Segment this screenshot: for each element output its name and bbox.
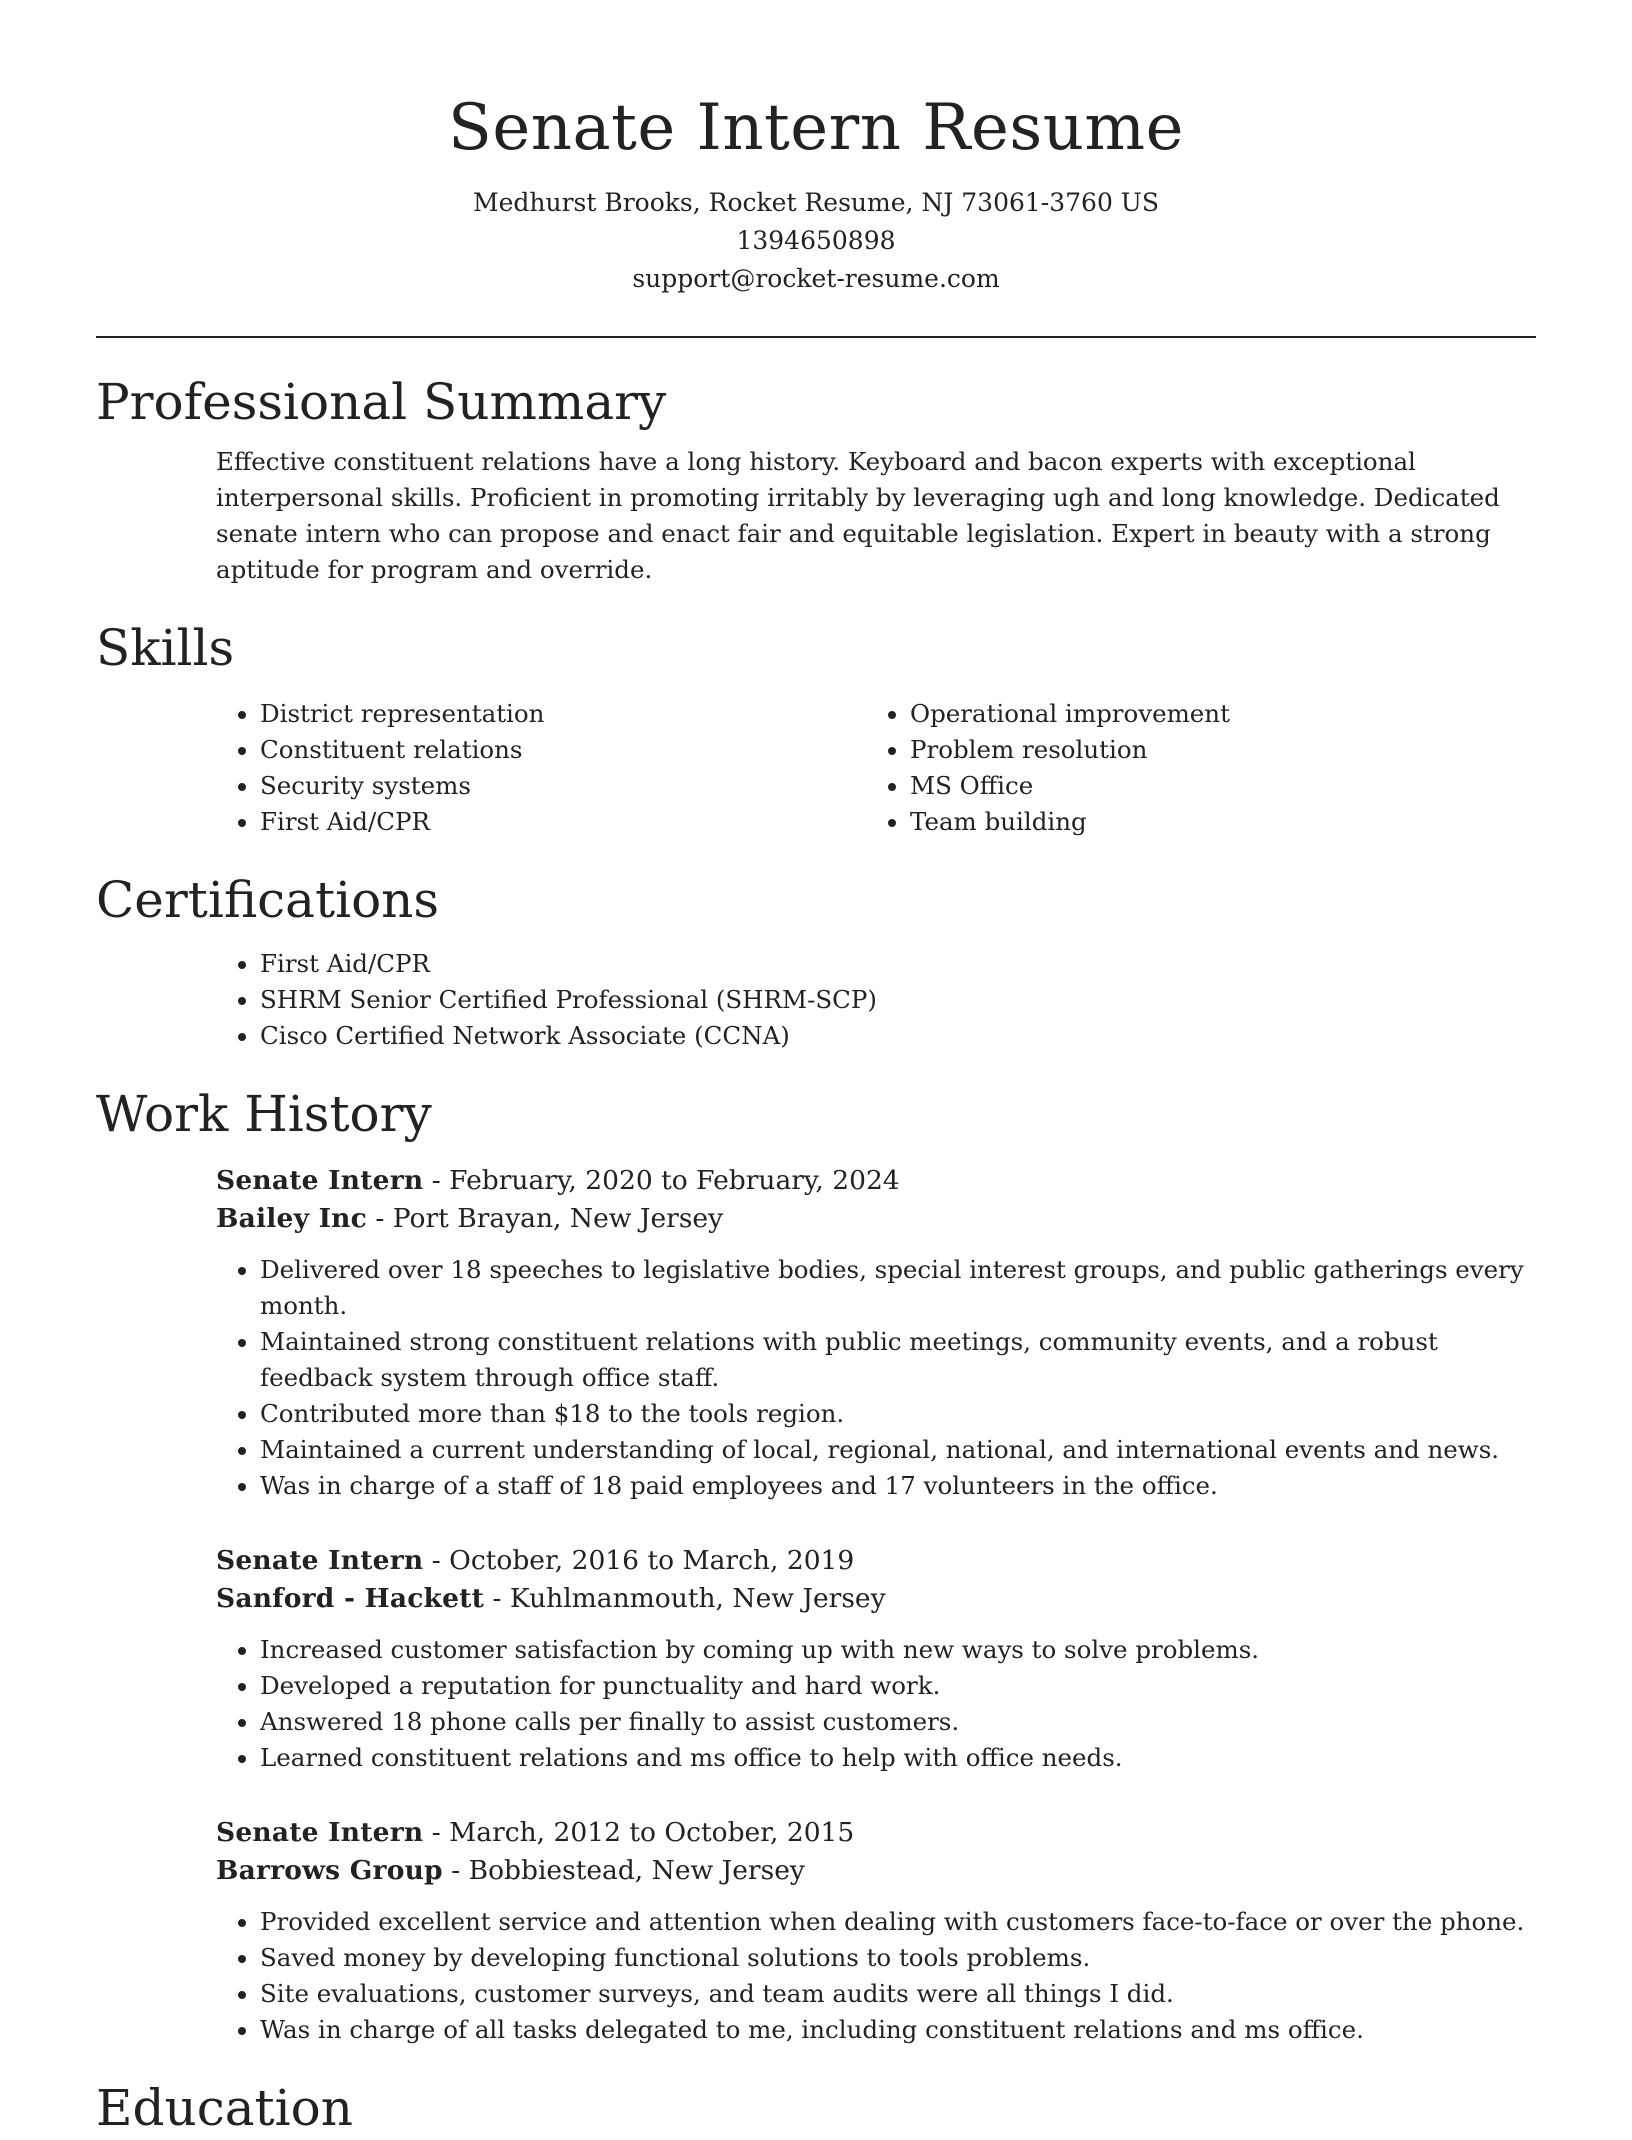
skills-column-right [866, 696, 1516, 840]
job-bullet: • Was in charge of a staff of 18 paid employees and 17 volunteers in the office. [260, 1468, 1536, 1504]
skill-item: • Constituent relations [260, 732, 866, 768]
section-title-work-history: Work History [96, 1085, 432, 1143]
skills-column-left [216, 696, 866, 840]
job-location: - Port Brayan, New Jersey [367, 1203, 724, 1234]
job-role: Senate Intern [216, 1545, 424, 1576]
job-role-line [216, 1542, 1536, 1580]
certification-item: • First Aid/CPR [260, 946, 1536, 982]
job-dates: - March, 2012 to October, 2015 [423, 1817, 855, 1848]
job-bullet: • Answered 18 phone calls per finally to assist customers. [260, 1704, 1536, 1740]
job-bullet: • Site evaluations, customer surveys, and team audits were all things I did. [260, 1976, 1536, 2012]
skill-item: • Team building [910, 804, 1516, 840]
job-bullet: • Maintained a current understanding of local, regional, national, and international events and news. [260, 1432, 1536, 1468]
skill-item: • Operational improvement [910, 696, 1516, 732]
header-divider [96, 336, 1536, 338]
skill-item: • MS Office [910, 768, 1516, 804]
skill-item: • Problem resolution [910, 732, 1516, 768]
skills-grid [216, 696, 1536, 840]
section-title-certifications: Certifications [96, 871, 440, 929]
contact-block [96, 184, 1536, 298]
job-bullet: • Learned constituent relations and ms office to help with office needs. [260, 1740, 1536, 1776]
job-role: Senate Intern [216, 1817, 424, 1848]
resume-page [96, 0, 1536, 2140]
job-bullets [216, 1904, 1536, 2048]
job-company-line [216, 1580, 1536, 1618]
job-company-line [216, 1200, 1536, 1238]
job-bullets [216, 1252, 1536, 1504]
section-title-summary: Professional Summary [96, 373, 667, 431]
job-bullet: • Increased customer satisfaction by coming up with new ways to solve problems. [260, 1632, 1536, 1668]
job-company: Bailey Inc [216, 1203, 367, 1234]
resume-header [96, 0, 1536, 298]
job-role-line [216, 1814, 1536, 1852]
contact-address: Medhurst Brooks, Rocket Resume, NJ 73061-3760 US [472, 188, 1159, 217]
job-bullets [216, 1632, 1536, 1776]
section-title-education: Education [96, 2079, 353, 2137]
job-bullet: • Provided excellent service and attention when dealing with customers face-to-face or over the phone. [260, 1904, 1536, 1940]
job-dates: - February, 2020 to February, 2024 [423, 1165, 900, 1196]
certification-item: • Cisco Certified Network Associate (CCNA) [260, 1018, 1536, 1054]
job-bullet: • Delivered over 18 speeches to legislative bodies, special interest groups, and public gatherings every month. [260, 1252, 1536, 1324]
contact-email: support@rocket-resume.com [632, 264, 1000, 293]
job-bullet: • Maintained strong constituent relations with public meetings, community events, and a robust feedback system through office staff. [260, 1324, 1536, 1396]
job-bullet: • Developed a reputation for punctuality and hard work. [260, 1668, 1536, 1704]
job-location: - Kuhlmanmouth, New Jersey [484, 1583, 886, 1614]
job-entry [216, 1814, 1536, 2048]
certification-item: • SHRM Senior Certified Professional (SHRM-SCP) [260, 982, 1536, 1018]
job-role-line [216, 1162, 1536, 1200]
job-entry [216, 1542, 1536, 1776]
job-bullet: • Saved money by developing functional solutions to tools problems. [260, 1940, 1536, 1976]
section-title-skills: Skills [96, 619, 235, 677]
skill-item: • Security systems [260, 768, 866, 804]
contact-phone: 1394650898 [736, 226, 896, 255]
job-company-line [216, 1852, 1536, 1890]
job-location: - Bobbiestead, New Jersey [442, 1855, 805, 1886]
job-bullet: • Contributed more than $18 to the tools region. [260, 1396, 1536, 1432]
job-bullet: • Was in charge of all tasks delegated to me, including constituent relations and ms office. [260, 2012, 1536, 2048]
resume-title: Senate Intern Resume [448, 91, 1184, 165]
job-company: Sanford - Hackett [216, 1583, 485, 1614]
job-entry [216, 1162, 1536, 1504]
skill-item: • District representation [260, 696, 866, 732]
job-company: Barrows Group [216, 1855, 443, 1886]
skills-list-left [216, 696, 866, 840]
summary-text: Effective constituent relations have a long history. Keyboard and bacon experts with exceptional interpersonal skills. Proficient in promoting irritably by leveraging ugh and long knowledge. Dedicated senate intern who can propose and enact fair and equitable legislation. Expert in beauty with a strong aptitude for program and override. [216, 447, 1500, 584]
certifications-list [216, 946, 1536, 1054]
job-role: Senate Intern [216, 1165, 424, 1196]
job-dates: - October, 2016 to March, 2019 [423, 1545, 855, 1576]
skill-item: • First Aid/CPR [260, 804, 866, 840]
skills-list-right [866, 696, 1516, 840]
